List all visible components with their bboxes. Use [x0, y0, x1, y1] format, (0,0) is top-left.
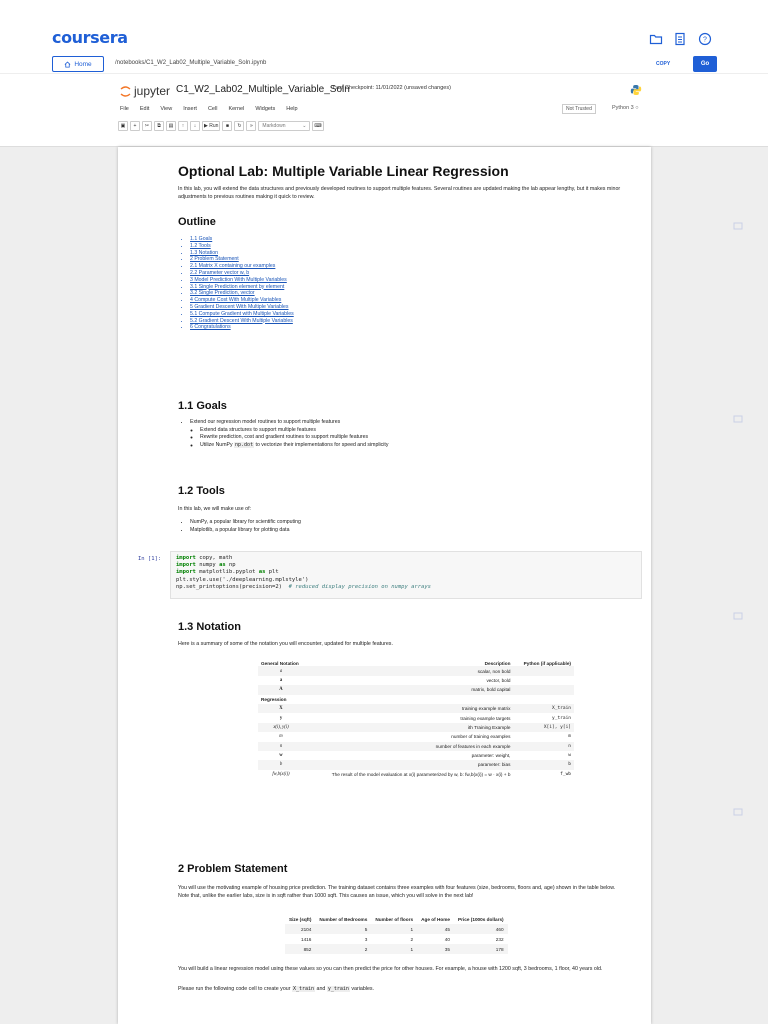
page-title: Optional Lab: Multiple Variable Linear Regression — [178, 163, 509, 179]
column-header: Age of Home — [421, 916, 451, 922]
notation-table — [258, 657, 574, 779]
column-header: Price (1000s dollars) — [458, 916, 504, 922]
table-cell: m — [279, 734, 283, 740]
menu-help[interactable]: Help — [286, 106, 298, 112]
notebook-page — [118, 147, 651, 1024]
outline-heading: Outline — [178, 216, 216, 228]
code-line: plt.style.use('./deeplearning.mplstyle') — [176, 576, 309, 583]
notation-heading: 1.3 Notation — [178, 621, 241, 633]
table-cell: X_train — [513, 704, 574, 713]
table-cell: n — [513, 742, 574, 751]
copy-button[interactable]: COPY — [656, 61, 671, 67]
table-cell: y — [279, 715, 283, 721]
table-row — [258, 676, 574, 685]
stop-icon[interactable]: ■ — [222, 121, 232, 131]
table-row — [285, 924, 508, 934]
table-cell: b — [258, 760, 304, 769]
column-header: Python (if applicable) — [523, 661, 571, 667]
list-item: • NumPy, a popular library for scientific computing — [190, 519, 627, 527]
menu-insert[interactable]: Insert — [183, 106, 197, 112]
cell-collapse-icon[interactable] — [733, 808, 743, 816]
table-cell: X[i], y[i] — [513, 723, 574, 732]
inline-code: y_train — [327, 986, 349, 992]
table-cell: fw,b(x(i)) — [272, 771, 290, 777]
table-row — [285, 934, 508, 944]
table-row — [258, 704, 574, 713]
home-button[interactable] — [52, 56, 104, 72]
table-row — [258, 685, 574, 694]
menu-view[interactable]: View — [160, 106, 173, 112]
list-item — [190, 297, 627, 304]
menu-file[interactable]: File — [120, 106, 129, 112]
table-cell: matrix, bold capital — [304, 685, 513, 694]
tools-text: In this lab, we will make use of: — [178, 506, 252, 512]
outline-link[interactable]: 1.2 Tools — [190, 242, 211, 249]
table-cell: x(i), y(i) — [258, 723, 304, 732]
goals-heading: 1.1 Goals — [178, 400, 227, 412]
table-cell: X — [258, 704, 304, 713]
table-cell: f_wb — [560, 771, 571, 777]
outline-link[interactable]: 5.1 Compute Gradient with Multiple Variables — [190, 310, 294, 317]
housing-table — [285, 914, 508, 954]
table-cell: b — [513, 760, 574, 769]
outline-link[interactable]: 4 Compute Cost With Multiple Variables — [190, 297, 282, 304]
goals-sublist — [190, 427, 627, 450]
list-item — [190, 256, 627, 263]
url-bar — [0, 52, 768, 74]
kernel-status-icon: ○ — [635, 105, 639, 111]
table-cell: vector, bold — [486, 677, 511, 683]
tools-heading: 1.2 Tools — [178, 485, 225, 497]
table-cell: 40 — [444, 936, 451, 942]
paste-icon[interactable]: ▤ — [166, 121, 176, 131]
outline-link[interactable]: 3.1 Single Prediction element by element — [190, 283, 285, 290]
table-cell: Regression — [261, 696, 287, 702]
column-header: Number of floors — [375, 916, 414, 922]
code-line: numpy — [199, 562, 216, 569]
code-comment: # reduced display precision on numpy arrays — [288, 583, 431, 590]
table-cell: 2 — [410, 936, 414, 942]
table-cell: 3 — [364, 936, 368, 942]
goal-text: Utilize NumPy — [200, 441, 235, 448]
table-cell: 35 — [417, 944, 454, 954]
list-item — [190, 304, 627, 311]
coursera-logo[interactable]: coursera — [52, 28, 128, 47]
table-cell — [513, 685, 574, 694]
outline-link[interactable]: 5 Gradient Descent With Multiple Variables — [190, 303, 289, 310]
list-item: ◦ Rewrite prediction, cost and gradient routines to support multiple features — [200, 434, 627, 442]
code-line: plt — [268, 569, 279, 576]
kernel-indicator[interactable] — [612, 105, 639, 111]
outline-link[interactable]: 2.2 Parameter vector w, b — [190, 269, 250, 276]
outline-list — [178, 236, 627, 331]
jupyter-logo[interactable] — [120, 84, 170, 98]
outline-link[interactable]: 1.3 Notation — [190, 249, 218, 256]
list-item — [190, 284, 627, 291]
outline-link[interactable]: 3.2 Single Prediction, vector — [190, 290, 255, 297]
table-row — [258, 760, 574, 769]
list-item — [200, 442, 627, 450]
outline-link[interactable]: 5.2 Gradient Descent With Multiple Variables — [190, 317, 293, 324]
move-up-icon[interactable]: ↑ — [178, 121, 188, 131]
home-label: Home — [74, 60, 92, 68]
table-row — [258, 723, 574, 732]
table-cell: ith Training Example — [304, 723, 513, 732]
table-row — [258, 742, 574, 751]
tools-list — [178, 519, 627, 534]
code-line: np.set_printoptions(precision=2) — [176, 583, 282, 590]
menu-bar — [120, 106, 298, 112]
keyboard-icon[interactable]: ⌨ — [314, 123, 322, 129]
column-header: Number of Bedrooms — [319, 916, 368, 922]
problem-text: You will use the motivating example of housing price prediction. The training dataset contains three examples with four features (size, bedrooms, floors and, age) shown in the table below. Note that, unlike the earlier labs, size is in sqft rather than 1000 sqft. This causes an issue, which you will solve in the next lab! — [178, 885, 616, 899]
list-item: ◦ Extend data structures to support multiple features — [200, 427, 627, 435]
problem-text-2: You will build a linear regression model using these values so you can then predict the price for other houses. For example, a house with 1200 sqft, 3 bedrooms, 1 floor, 40 years old. — [178, 966, 603, 972]
trusted-indicator[interactable]: Not Trusted — [562, 104, 596, 114]
list-item — [190, 277, 627, 284]
table-cell: 5 — [315, 924, 371, 934]
table-cell: 178 — [454, 944, 508, 954]
list-item — [190, 318, 627, 325]
table-cell: scalar, non bold — [304, 666, 513, 675]
column-header: Description — [484, 661, 511, 667]
document-icon[interactable] — [673, 32, 687, 46]
run-label: Run — [209, 123, 219, 129]
paragraph-text: Please run the following code cell to create your — [178, 986, 292, 992]
problem-heading: 2 Problem Statement — [178, 863, 288, 875]
table-cell: 460 — [454, 924, 508, 934]
column-header: Size (sqft) — [289, 916, 312, 922]
notation-text: Here is a summary of some of the notation you will encounter, updated for multiple features. — [178, 641, 393, 647]
table-cell: number of training examples — [451, 734, 511, 740]
list-item — [190, 250, 627, 257]
notebook-name[interactable]: C1_W2_Lab02_Multiple_Variable_Soln — [176, 84, 350, 95]
column-header: General Notation — [261, 661, 299, 667]
table-cell: y_train — [552, 715, 571, 721]
outline-link[interactable]: 2 Problem Statement — [190, 256, 239, 263]
menu-widgets[interactable]: Widgets — [255, 106, 276, 112]
table-cell: The result of the model evaluation at x(i) parameterized by w, b: fw,b(x(i)) = w · x(i) + b — [331, 771, 511, 777]
checkpoint-status: Last Checkpoint: 11/01/2022 (unsaved changes) — [333, 85, 451, 91]
notebook-area[interactable] — [0, 147, 768, 1024]
table-row — [258, 666, 574, 675]
table-cell: training example matrix — [304, 704, 513, 713]
go-button[interactable]: Go — [693, 56, 717, 72]
cut-icon[interactable]: ✂ — [142, 121, 152, 131]
help-icon[interactable] — [698, 32, 712, 46]
table-row — [258, 732, 574, 741]
table-cell — [513, 695, 574, 704]
notebook-toolbar — [118, 121, 324, 131]
table-cell: 2104 — [285, 924, 315, 934]
list-item: • Matplotlib, a popular library for plotting data — [190, 527, 627, 535]
table-cell — [513, 676, 574, 685]
table-row — [258, 695, 574, 704]
intro-text: In this lab, you will extend the data structures and previously developed routines to support multiple features. Several routines are updated making the lab appear lengthy, but it makes minor adjustments to previous routines making it quick to review. — [178, 186, 621, 200]
url-input[interactable]: /notebooks/C1_W2_Lab02_Multiple_Variable_Soln.ipynb — [115, 60, 267, 66]
add-cell-icon[interactable]: + — [130, 121, 140, 131]
goal-text: Extend our regression model routines to support multiple features — [190, 419, 341, 425]
outline-link[interactable]: 1.1 Goals — [190, 236, 213, 242]
restart-icon[interactable]: ↻ — [234, 121, 244, 131]
move-down-icon[interactable]: ↓ — [190, 121, 200, 131]
table-header-row — [258, 657, 574, 666]
table-row — [285, 944, 508, 954]
table-cell: w — [568, 753, 571, 759]
list-item — [190, 236, 627, 243]
table-cell: parameter: weight, — [471, 753, 511, 759]
table-cell: 232 — [495, 936, 504, 942]
table-cell — [513, 666, 574, 675]
table-cell: 1416 — [300, 936, 312, 942]
table-cell: n — [258, 742, 304, 751]
outline-link[interactable]: 2.1 Matrix X containing our examples — [190, 263, 276, 270]
outline-link[interactable]: 3 Model Prediction With Multiple Variables — [190, 276, 287, 283]
jupyter-header — [0, 75, 768, 147]
table-cell: a — [279, 677, 283, 683]
run-button[interactable]: ▶ Run — [204, 123, 219, 129]
table-cell: 1 — [371, 924, 417, 934]
goals-list — [178, 419, 627, 449]
menu-cell[interactable]: Cell — [207, 106, 218, 112]
table-cell: 45 — [417, 924, 454, 934]
table-cell: 2 — [315, 944, 371, 954]
folder-icon[interactable] — [649, 32, 663, 46]
copy-icon[interactable]: ⧉ — [154, 121, 164, 131]
cell-collapse-icon[interactable] — [733, 222, 743, 230]
list-item — [190, 324, 627, 331]
save-icon[interactable]: ▣ — [118, 121, 128, 131]
table-row — [258, 713, 574, 722]
table-row — [258, 770, 574, 779]
table-cell: 852 — [285, 944, 315, 954]
table-cell: 1 — [371, 944, 417, 954]
problem-text-3 — [178, 985, 627, 993]
table-cell: a — [258, 666, 304, 675]
python-logo-icon — [630, 84, 642, 96]
home-icon — [64, 61, 71, 68]
inline-code: np.dot — [235, 441, 254, 448]
cell-collapse-icon[interactable] — [733, 612, 743, 620]
menu-edit[interactable]: Edit — [139, 106, 150, 112]
inline-code: X_train — [292, 986, 315, 992]
code-line: np — [229, 562, 236, 569]
list-item — [190, 270, 627, 277]
coursera-header — [0, 0, 768, 52]
paragraph-text: variables. — [349, 986, 375, 992]
code-line: copy, math — [199, 555, 233, 561]
list-item — [190, 263, 627, 270]
jupyter-icon — [120, 85, 131, 98]
table-row — [258, 751, 574, 760]
code-line: matplotlib.pyplot — [199, 569, 256, 576]
svg-text:?: ? — [703, 36, 707, 44]
fast-forward-icon[interactable]: » — [246, 121, 256, 131]
table-cell: m — [568, 734, 571, 740]
jupyter-wordmark: jupyter — [134, 84, 171, 98]
table-cell: number of features in each example — [304, 742, 513, 751]
list-item — [190, 290, 627, 297]
table-cell: w — [279, 753, 283, 759]
table-cell: A — [258, 685, 304, 694]
code-cell[interactable]: import copy, math import numpy as np import matplotlib.pyplot as plt plt.style.use('./deeplearning.mplstyle') np.set_printoptions(precision=2) # reduced display precision on numpy arrays — [170, 551, 642, 599]
kernel-name: Python 3 — [612, 105, 634, 111]
menu-kernel[interactable]: Kernel — [228, 106, 245, 112]
outline-link[interactable]: 6 Congratulations — [190, 324, 231, 331]
table-cell — [304, 695, 513, 704]
cell-collapse-icon[interactable] — [733, 415, 743, 423]
list-item — [190, 311, 627, 318]
table-header-row — [285, 914, 508, 924]
list-item — [190, 419, 627, 449]
table-cell: training example targets — [460, 715, 511, 721]
cell-prompt: In [1]: — [138, 556, 162, 562]
paragraph-text: and — [315, 986, 327, 992]
cell-type-value: Markdown — [262, 123, 286, 129]
goal-text: to vectorize their implementations for speed and simplicity — [254, 441, 389, 448]
table-cell: parameter: bias — [304, 760, 513, 769]
cell-type-select[interactable] — [258, 121, 310, 131]
list-item — [190, 243, 627, 250]
chevron-down-icon: ⌄ — [302, 123, 307, 129]
